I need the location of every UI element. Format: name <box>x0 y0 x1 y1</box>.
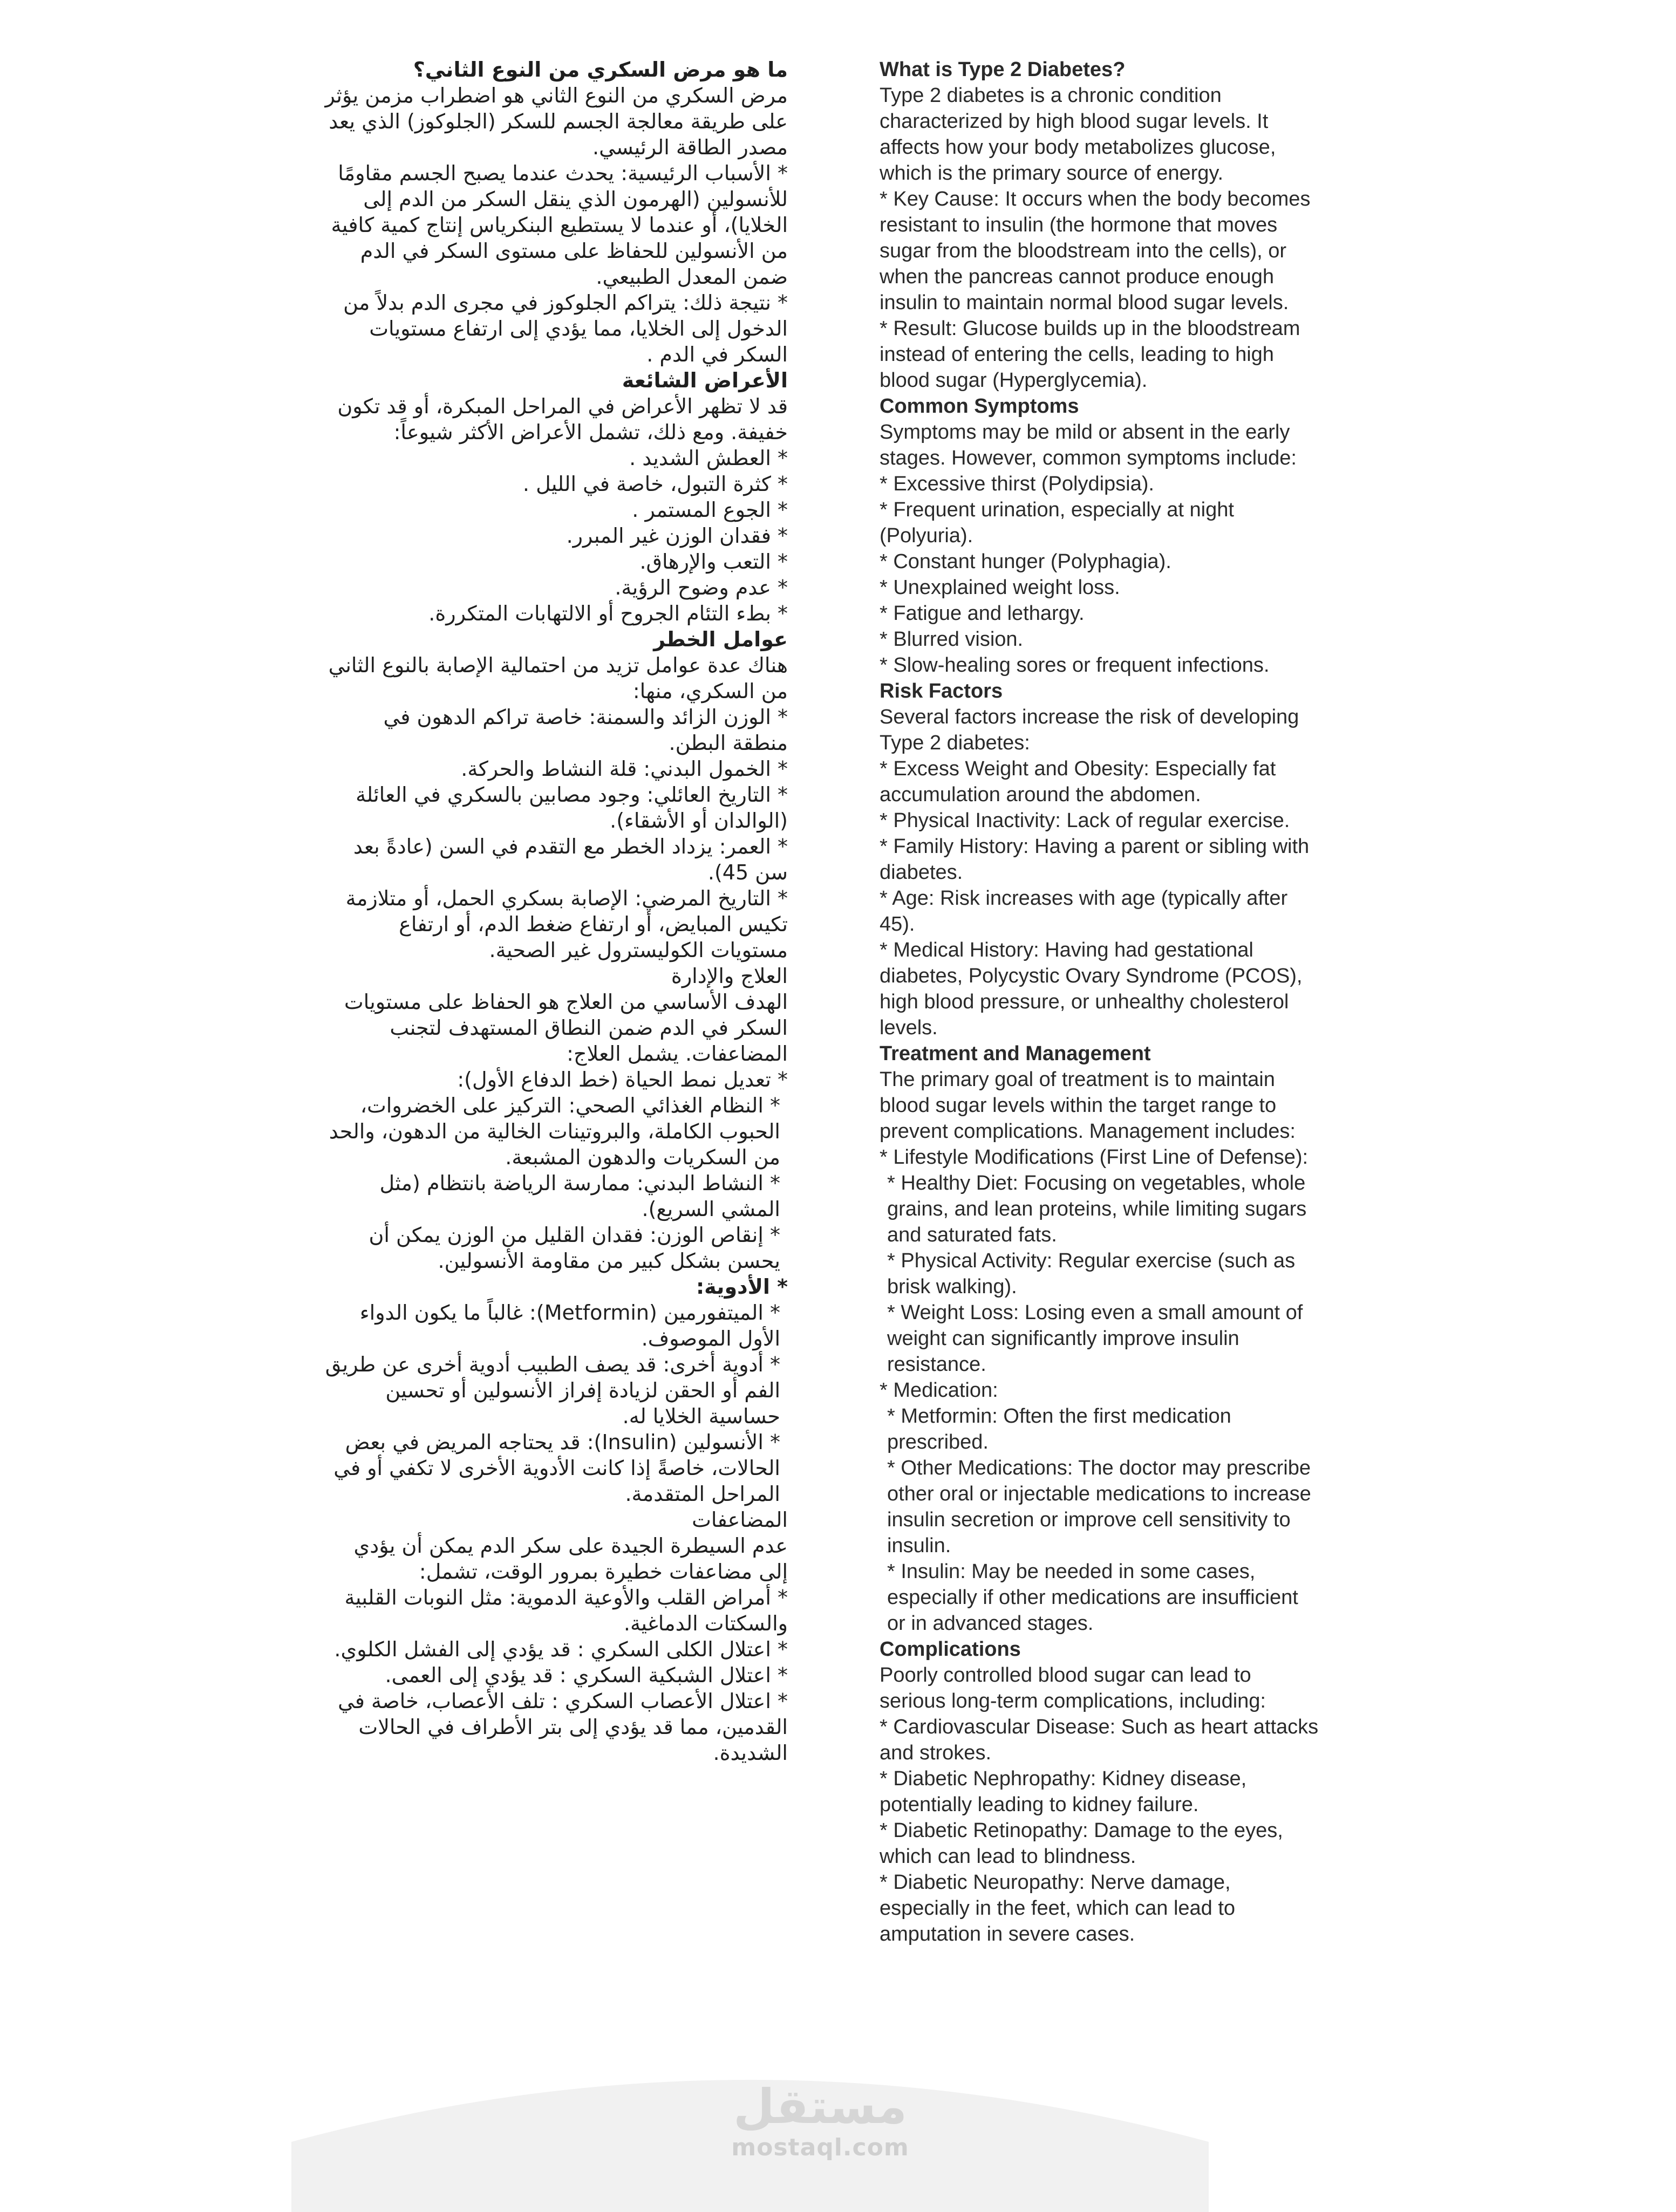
english-text-line: * Cardiovascular Disease: Such as heart attacks and strokes. <box>880 1716 1319 1764</box>
english-text-line: * Excessive thirst (Polydipsia). <box>880 473 1154 495</box>
english-text-line: * Medical History: Having had gestational diabetes, Polycystic Ovary Syndrome (PCOS), high blood pressure, or unhealthy cholesterol levels. <box>880 939 1303 1039</box>
arabic-text-line: * الخمول البدني: قلة النشاط والحركة. <box>461 757 788 781</box>
arabic-text-line: * اعتلال الشبكية السكري : قد يؤدي إلى العمى. <box>385 1663 788 1687</box>
arabic-text-line: * فقدان الوزن غير المبرر. <box>566 524 788 548</box>
arabic-text-line: * التعب والإرهاق. <box>639 550 788 574</box>
english-text-line: * Other Medications: The doctor may prescribe other oral or injectable medications to increase insulin secretion or improve cell sensitivity to insulin. <box>887 1457 1311 1557</box>
english-section-heading: What is Type 2 Diabetes? <box>880 58 1126 81</box>
english-text-line: * Diabetic Neuropathy: Nerve damage, especially in the feet, which can lead to amputation in severe cases. <box>880 1871 1236 1945</box>
arabic-text-line: * الميتفورمين (Metformin): غالباً ما يكون الدواء الأول الموصوف. <box>359 1301 780 1350</box>
english-text-line: * Blurred vision. <box>880 628 1024 651</box>
arabic-text-line: * إنقاص الوزن: فقدان القليل من الوزن يمكن أن يحسن بشكل كبير من مقاومة الأنسولين. <box>369 1223 780 1273</box>
english-text-line: * Unexplained weight loss. <box>880 576 1120 599</box>
english-text-line: * Frequent urination, especially at night (Polyuria). <box>880 499 1234 547</box>
arabic-text-line: * اعتلال الأعصاب السكري : تلف الأعصاب، خاصة في القدمين، مما قد يؤدي إلى بتر الأطراف في الحالات الشديدة. <box>338 1689 788 1765</box>
arabic-section-heading: العلاج والإدارة <box>671 964 788 988</box>
arabic-text-line: * بطء التئام الجروح أو الالتهابات المتكررة. <box>428 602 788 625</box>
arabic-text-column <box>324 57 788 1766</box>
arabic-text-line: * كثرة التبول، خاصة في الليل . <box>522 472 788 496</box>
english-text-line: * Diabetic Retinopathy: Damage to the eyes, which can lead to blindness. <box>880 1819 1283 1868</box>
english-text-line: * Excess Weight and Obesity: Especially fat accumulation around the abdomen. <box>880 757 1276 806</box>
watermark-url: mostaql.com <box>731 2134 909 2161</box>
arabic-text-line: * أمراض القلب والأوعية الدموية: مثل النوبات القلبية والسكتات الدماغية. <box>344 1586 788 1635</box>
english-text-line: * Result: Glucose builds up in the bloodstream instead of entering the cells, leading to high blood sugar (Hyperglycemia). <box>880 317 1300 392</box>
english-text-line: Symptoms may be mild or absent in the early stages. However, common symptoms include: <box>880 421 1297 469</box>
arabic-section-heading: عوامل الخطر <box>653 627 788 651</box>
english-section-heading: Risk Factors <box>880 680 1003 702</box>
english-text-line: Several factors increase the risk of developing Type 2 diabetes: <box>880 706 1299 754</box>
english-text-line: * Family History: Having a parent or sibling with diabetes. <box>880 835 1310 884</box>
arabic-text-line: * تعديل نمط الحياة (خط الدفاع الأول): <box>457 1068 788 1091</box>
english-section-heading: Treatment and Management <box>880 1042 1151 1065</box>
arabic-text-line: * النظام الغذائي الصحي: التركيز على الخضروات، الحبوب الكاملة، والبروتينات الخالية من الدهون، والحد من السكريات والدهون المشبعة. <box>329 1094 780 1169</box>
english-text-line: * Fatigue and lethargy. <box>880 602 1085 625</box>
english-text-line: * Slow-healing sores or frequent infections. <box>880 654 1270 677</box>
arabic-section-heading: ما هو مرض السكري من النوع الثاني؟ <box>413 58 788 81</box>
arabic-text-line: * التاريخ العائلي: وجود مصابين بالسكري في العائلة (الوالدان أو الأشقاء). <box>356 783 788 832</box>
arabic-section-heading: الأعراض الشائعة <box>622 368 788 392</box>
arabic-text-line: * الجوع المستمر . <box>632 498 788 522</box>
english-text-line: * Healthy Diet: Focusing on vegetables, whole grains, and lean proteins, while limiting sugars and saturated fats. <box>887 1172 1307 1246</box>
english-text-line: The primary goal of treatment is to maintain blood sugar levels within the target range to prevent complications. Management includes: <box>880 1068 1296 1143</box>
english-text-line: * Insulin: May be needed in some cases, especially if other medications are insufficient or in advanced stages. <box>887 1560 1298 1635</box>
english-text-line: * Metformin: Often the first medication prescribed. <box>887 1405 1231 1453</box>
arabic-text-line: * النشاط البدني: ممارسة الرياضة بانتظام (مثل المشي السريع). <box>379 1171 780 1221</box>
english-text-line: Type 2 diabetes is a chronic condition characterized by high blood sugar levels. It affects how your body metabolizes glucose, which is the primary source of energy. <box>880 84 1276 185</box>
arabic-text-line: الهدف الأساسي من العلاج هو الحفاظ على مستويات السكر في الدم ضمن النطاق المستهدف لتجنب المضاعفات. يشمل العلاج: <box>344 990 788 1066</box>
arabic-text-line: قد لا تظهر الأعراض في المراحل المبكرة، أو قد تكون خفيفة. ومع ذلك، تشمل الأعراض الأكثر شيوعاً: <box>337 394 788 444</box>
english-text-line: * Physical Activity: Regular exercise (such as brisk walking). <box>887 1250 1296 1298</box>
english-text-line: * Physical Inactivity: Lack of regular exercise. <box>880 809 1290 832</box>
english-text-line: * Age: Risk increases with age (typically after 45). <box>880 887 1288 936</box>
arabic-text-line: * نتيجة ذلك: يتراكم الجلوكوز في مجرى الدم بدلاً من الدخول إلى الخلايا، مما يؤدي إلى ارتفاع مستويات السكر في الدم . <box>343 291 788 366</box>
english-section-heading: Complications <box>880 1638 1021 1661</box>
english-text-line: * Weight Loss: Losing even a small amount of weight can significantly improve insulin resistance. <box>887 1301 1303 1376</box>
arabic-text-line: * التاريخ المرضي: الإصابة بسكري الحمل، أو متلازمة تكيس المبايض، أو ارتفاع ضغط الدم، أو ارتفاع مستويات الكوليسترول غير الصحية. <box>345 886 788 962</box>
english-text-line: Poorly controlled blood sugar can lead to serious long-term complications, including: <box>880 1664 1266 1712</box>
arabic-text-line: * الوزن الزائد والسمنة: خاصة تراكم الدهون في منطقة البطن. <box>383 705 788 755</box>
arabic-text-line: * عدم وضوح الرؤية. <box>615 576 788 599</box>
arabic-text-line: * العطش الشديد . <box>629 446 788 470</box>
arabic-text-line: * اعتلال الكلى السكري : قد يؤدي إلى الفشل الكلوي. <box>334 1637 788 1661</box>
arabic-section-heading: المضاعفات <box>692 1508 788 1532</box>
arabic-text-line: عدم السيطرة الجيدة على سكر الدم يمكن أن يؤدي إلى مضاعفات خطيرة بمرور الوقت، تشمل: <box>353 1534 788 1583</box>
arabic-text-line: * الأنسولين (Insulin): قد يحتاجه المريض في بعض الحالات، خاصةً إذا كانت الأدوية الأخرى لا تكفي أو في المراحل المتقدمة. <box>333 1430 780 1506</box>
arabic-text-line: مرض السكري من النوع الثاني هو اضطراب مزمن يؤثر على طريقة معالجة الجسم للسكر (الجلوكوز) الذي يعد مصدر الطاقة الرئيسي. <box>325 84 788 159</box>
english-text-column <box>880 57 1322 1947</box>
english-section-heading: Common Symptoms <box>880 395 1079 418</box>
english-text-line: * Diabetic Nephropathy: Kidney disease, potentially leading to kidney failure. <box>880 1767 1247 1816</box>
arabic-text-line: * الأسباب الرئيسية: يحدث عندما يصبح الجسم مقاومًا للأنسولين (الهرمون الذي ينقل السكر من الدم إلى الخلايا)، أو عندما لا يستطيع البنكرياس إنتاج كمية كافية من الأنسولين للحفاظ على مستوى السكر في الدم ضمن المعدل الطبيعي. <box>331 161 788 289</box>
arabic-section-heading: * الأدوية: <box>696 1275 788 1299</box>
english-text-line: * Key Cause: It occurs when the body becomes resistant to insulin (the hormone that moves sugar from the bloodstream into the cells), or when the pancreas cannot produce enough insulin to maintain normal blood sugar levels. <box>880 188 1311 314</box>
english-text-line: * Lifestyle Modifications (First Line of Defense): <box>880 1146 1309 1169</box>
english-text-line: * Medication: <box>880 1379 998 1402</box>
arabic-text-line: هناك عدة عوامل تزيد من احتمالية الإصابة بالنوع الثاني من السكري، منها: <box>328 653 788 703</box>
arabic-text-line: * أدوية أخرى: قد يصف الطبيب أدوية أخرى عن طريق الفم أو الحقن لزيادة إفراز الأنسولين أو تحسين حساسية الخلايا له. <box>325 1353 780 1428</box>
arabic-text-line: * العمر: يزداد الخطر مع التقدم في السن (عادةً بعد سن 45). <box>353 835 788 884</box>
watermark <box>653 2080 987 2177</box>
english-text-line: * Constant hunger (Polyphagia). <box>880 550 1171 573</box>
watermark-logo: مستقل <box>733 2079 907 2134</box>
